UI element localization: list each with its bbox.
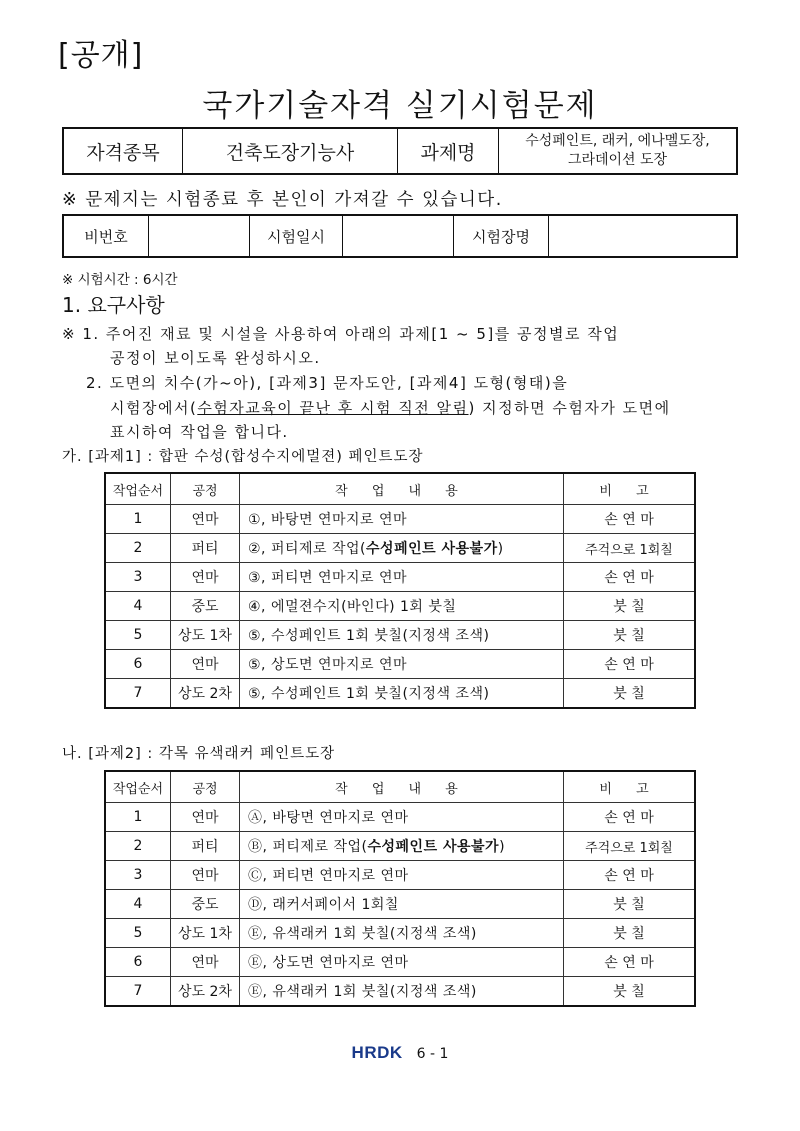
- order-cell: 3: [105, 563, 171, 592]
- col-process: 공정: [171, 771, 240, 803]
- qualification-info-table: [62, 127, 738, 175]
- notice-text: ※ 문제지는 시험종료 후 본인이 가져갈 수 있습니다.: [62, 190, 503, 210]
- process-cell: 퍼티: [171, 534, 240, 563]
- task-name-label: 과제명: [398, 128, 499, 174]
- note-cell: 붓 칠: [564, 919, 696, 948]
- col-order: 작업순서: [105, 771, 171, 803]
- note-cell: 붓 칠: [564, 890, 696, 919]
- content-cell: ①, 바탕면 연마지로 연마: [240, 505, 564, 534]
- note-cell: 주걱으로 1회칠: [564, 832, 696, 861]
- page-title: 국가기술자격 실기시험문제: [202, 88, 598, 124]
- note-cell: 손 연 마: [564, 803, 696, 832]
- order-cell: 5: [105, 621, 171, 650]
- content-cell: ⑤, 수성페인트 1회 붓칠(지정색 조색): [240, 679, 564, 709]
- requirement-2-line1: 2. 도면의 치수(가~아), [과제3] 문자도안, [과제4] 도형(형태)을: [86, 374, 569, 392]
- content-cell: ⑤, 상도면 연마지로 연마: [240, 650, 564, 679]
- public-tag: [공개]: [58, 38, 144, 73]
- order-cell: 4: [105, 592, 171, 621]
- table-row: [105, 563, 695, 592]
- exam-date-label: 시험일시: [250, 215, 343, 257]
- exam-time: ※ 시험시간 : 6시간: [62, 272, 178, 288]
- bold-warning: 수성페인트 사용불가: [366, 541, 498, 557]
- order-cell: 2: [105, 534, 171, 563]
- table-row: [105, 803, 695, 832]
- content-cell: Ⓓ, 래커서페이서 1회칠: [240, 890, 564, 919]
- col-order: 작업순서: [105, 473, 171, 505]
- table-row: [105, 621, 695, 650]
- note-cell: 붓 칠: [564, 592, 696, 621]
- note-cell: 붓 칠: [564, 977, 696, 1007]
- order-cell: 5: [105, 919, 171, 948]
- hrdk-logo: HRDK: [351, 1043, 403, 1062]
- process-cell: 연마: [171, 563, 240, 592]
- note-cell: 손 연 마: [564, 563, 696, 592]
- requirement-2-line3: 표시하여 작업을 합니다.: [110, 423, 289, 441]
- page-footer: [0, 1043, 800, 1063]
- section-heading: 1. 요구사항: [62, 293, 165, 317]
- table-row: [105, 977, 695, 1007]
- note-cell: 손 연 마: [564, 948, 696, 977]
- requirement-2-line2: 시험장에서(수험자교육이 끝난 후 시험 직전 알림) 지정하면 수험자가 도면에: [110, 399, 671, 417]
- content-cell: Ⓒ, 퍼티면 연마지로 연마: [240, 861, 564, 890]
- exam-place-field[interactable]: [549, 215, 738, 257]
- process-cell: 퍼티: [171, 832, 240, 861]
- order-cell: 7: [105, 977, 171, 1007]
- table-row: [105, 592, 695, 621]
- table-row: [105, 890, 695, 919]
- content-cell: ④, 에멀젼수지(바인다) 1회 붓칠: [240, 592, 564, 621]
- exam-date-field[interactable]: [343, 215, 454, 257]
- process-cell: 연마: [171, 650, 240, 679]
- task1-table: [104, 472, 696, 709]
- bold-warning: 수성페인트 사용불가: [367, 839, 500, 855]
- process-cell: 중도: [171, 592, 240, 621]
- process-cell: 상도 2차: [171, 679, 240, 709]
- task2-heading: 나. [과제2] : 각목 유색래커 페인트도장: [62, 746, 336, 762]
- requirement-1-line2: 공정이 보이도록 완성하시오.: [110, 349, 321, 367]
- content-cell: Ⓔ, 유색래커 1회 붓칠(지정색 조색): [240, 919, 564, 948]
- task1-heading: 가. [과제1] : 합판 수성(합성수지에멀젼) 페인트도장: [62, 449, 424, 465]
- order-cell: 7: [105, 679, 171, 709]
- content-cell: ②, 퍼티제로 작업(수성페인트 사용불가): [240, 534, 564, 563]
- content-cell: Ⓑ, 퍼티제로 작업(수성페인트 사용불가): [240, 832, 564, 861]
- task-name-value: 수성페인트, 래커, 에나멜도장, 그라데이션 도장: [499, 128, 738, 174]
- content-cell: Ⓔ, 유색래커 1회 붓칠(지정색 조색): [240, 977, 564, 1007]
- process-cell: 상도 2차: [171, 977, 240, 1007]
- task2-table: [104, 770, 696, 1007]
- note-cell: 붓 칠: [564, 679, 696, 709]
- col-process: 공정: [171, 473, 240, 505]
- process-cell: 연마: [171, 505, 240, 534]
- table-row: [105, 919, 695, 948]
- process-cell: 연마: [171, 948, 240, 977]
- qualification-type-value: 건축도장기능사: [183, 128, 398, 174]
- process-cell: 상도 1차: [171, 919, 240, 948]
- order-cell: 1: [105, 803, 171, 832]
- table-row: [105, 948, 695, 977]
- col-content: 작 업 내 용: [240, 771, 564, 803]
- page-number: 6 - 1: [416, 1046, 449, 1062]
- table-row: [105, 534, 695, 563]
- process-cell: 연마: [171, 861, 240, 890]
- col-content: 작 업 내 용: [240, 473, 564, 505]
- underlined-notice: 수험자교육이 끝난 후 시험 직전 알림: [197, 399, 469, 417]
- note-cell: 손 연 마: [564, 861, 696, 890]
- note-cell: 손 연 마: [564, 650, 696, 679]
- content-cell: Ⓔ, 상도면 연마지로 연마: [240, 948, 564, 977]
- exam-id-label: 비번호: [84, 227, 128, 246]
- content-cell: ⑤, 수성페인트 1회 붓칠(지정색 조색): [240, 621, 564, 650]
- process-cell: 연마: [171, 803, 240, 832]
- table-row: [105, 650, 695, 679]
- exam-place-label: 시험장명: [454, 215, 549, 257]
- table-row: [105, 861, 695, 890]
- col-note: 비 고: [564, 473, 696, 505]
- content-cell: ③, 퍼티면 연마지로 연마: [240, 563, 564, 592]
- exam-id-field[interactable]: [149, 215, 250, 257]
- order-cell: 1: [105, 505, 171, 534]
- process-cell: 중도: [171, 890, 240, 919]
- note-cell: 붓 칠: [564, 621, 696, 650]
- table-row: [105, 679, 695, 709]
- order-cell: 3: [105, 861, 171, 890]
- content-cell: Ⓐ, 바탕면 연마지로 연마: [240, 803, 564, 832]
- order-cell: 6: [105, 650, 171, 679]
- order-cell: 6: [105, 948, 171, 977]
- exam-info-table: [62, 214, 738, 258]
- table-row: [105, 832, 695, 861]
- process-cell: 상도 1차: [171, 621, 240, 650]
- order-cell: 4: [105, 890, 171, 919]
- note-cell: 손 연 마: [564, 505, 696, 534]
- order-cell: 2: [105, 832, 171, 861]
- requirement-1-line1: ※ 1. 주어진 재료 및 시설을 사용하여 아래의 과제[1 ~ 5]를 공정별로 작업: [62, 325, 620, 343]
- table-row: [105, 505, 695, 534]
- qualification-type-label: 자격종목: [86, 141, 160, 164]
- col-note: 비 고: [564, 771, 696, 803]
- note-cell: 주걱으로 1회칠: [564, 534, 696, 563]
